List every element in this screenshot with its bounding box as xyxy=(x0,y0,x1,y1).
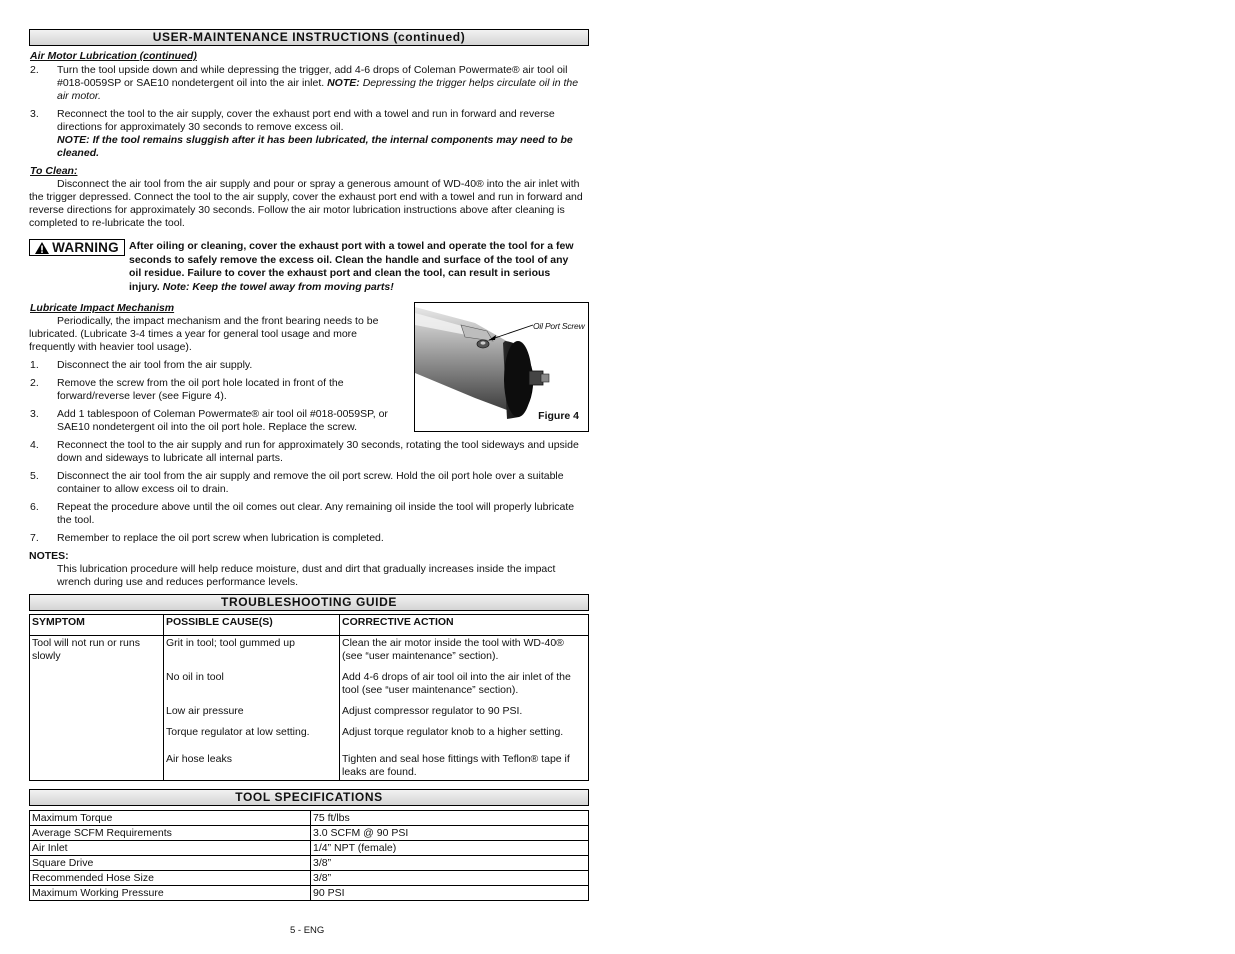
column-header: POSSIBLE CAUSE(S) xyxy=(164,615,340,636)
step-number: 4. xyxy=(30,439,39,452)
spec-label: Square Drive xyxy=(30,856,311,871)
step-text: Disconnect the air tool from the air supply. xyxy=(57,359,253,372)
action-cell: Adjust compressor regulator to 90 PSI. xyxy=(340,704,589,725)
spec-value: 3.0 SCFM @ 90 PSI xyxy=(311,826,589,841)
section-banner: USER-MAINTENANCE INSTRUCTIONS (continued) xyxy=(29,29,589,46)
oil-port-screw-label: Oil Port Screw xyxy=(533,321,585,332)
symptom-cell: Tool will not run or runs slowly xyxy=(30,636,164,781)
table-row xyxy=(30,886,589,901)
impact-step-5 xyxy=(29,470,589,496)
step-number: 2. xyxy=(30,64,39,76)
step-text: Add 1 tablespoon of Coleman Powermate® air tool oil #018-0059SP, or SAE10 nondetergent oil into the oil port hole. Replace the screw. xyxy=(57,408,388,434)
step-number: 3. xyxy=(30,408,39,421)
impact-step-1 xyxy=(29,359,399,372)
troubleshooting-table xyxy=(29,614,589,781)
note-text: Depressing the trigger helps circulate oil in the air motor. xyxy=(57,77,579,102)
to-clean-paragraph: Disconnect the air tool from the air supply and pour or spray a generous amount of WD-40® into the air inlet with the trigger depressed. Connect the tool to the air supply, cover the exhaust port end with a towel and run in forward and reverse directions for approximately 30 seconds. Follow the air motor lubrication instructions above after cleaning is completed to re-lubricate the tool. xyxy=(29,178,583,229)
spec-value: 90 PSI xyxy=(311,886,589,901)
sluggish-note: NOTE: If the tool remains sluggish after it has been lubricated, the internal components may need to be cleaned. xyxy=(57,134,573,159)
spec-value: 1/4” NPT (female) xyxy=(311,841,589,856)
warning-triangle-icon xyxy=(35,242,49,254)
cause-cell: Grit in tool; tool gummed up xyxy=(164,636,340,671)
warning-body: After oiling or cleaning, cover the exhaust port with a towel and operate the tool for a few seconds to safely remove the excess oil. Clean the handle and surface of the tool of any oil residue. Failure to cover the exhaust port and clean the tool, can result in serious injury. xyxy=(129,240,574,293)
step-text: Reconnect the tool to the air supply and run for approximately 30 seconds, rotating the tool sideways and upside down and sideways to lubricate all internal parts. xyxy=(57,439,579,465)
table-header-row xyxy=(30,615,589,636)
notes-heading: NOTES: xyxy=(29,550,69,563)
spec-label: Maximum Torque xyxy=(30,811,311,826)
table-row xyxy=(30,826,589,841)
troubleshooting-banner: TROUBLESHOOTING GUIDE xyxy=(29,594,589,611)
impact-intro: Periodically, the impact mechanism and the front bearing needs to be lubricated. (Lubricate 3-4 times a year for general tool usage and more frequently with heavier tool usage). xyxy=(29,315,379,354)
impact-step-3 xyxy=(29,408,393,434)
warning-note: Note: Keep the towel away from moving parts! xyxy=(162,280,394,293)
specifications-table xyxy=(29,810,589,901)
warning-block xyxy=(29,239,589,294)
step-text: Disconnect the air tool from the air supply and remove the oil port screw. Hold the oil port hole over a suitable container to allow excess oil to drain. xyxy=(57,470,564,496)
impact-section xyxy=(29,302,589,545)
cause-cell: Torque regulator at low setting. xyxy=(164,725,340,752)
step-text: Remember to replace the oil port screw when lubrication is completed. xyxy=(57,532,384,545)
impact-step-4 xyxy=(29,439,589,465)
spec-value: 3/8” xyxy=(311,856,589,871)
cause-cell: Low air pressure xyxy=(164,704,340,725)
cause-cell: Air hose leaks xyxy=(164,752,340,781)
step-number: 6. xyxy=(30,501,39,514)
figure-caption: Figure 4 xyxy=(538,410,579,423)
spec-label: Average SCFM Requirements xyxy=(30,826,311,841)
manual-page xyxy=(29,29,589,901)
spec-value: 3/8” xyxy=(311,871,589,886)
spec-label: Maximum Working Pressure xyxy=(30,886,311,901)
action-cell: Tighten and seal hose fittings with Teflon® tape if leaks are found. xyxy=(340,752,589,781)
figure-4 xyxy=(414,302,589,432)
note-label: NOTE: xyxy=(327,77,360,89)
cause-cell: No oil in tool xyxy=(164,670,340,704)
step-text: Remove the screw from the oil port hole located in front of the forward/reverse lever (see Figure 4). xyxy=(57,377,344,403)
spec-label: Recommended Hose Size xyxy=(30,871,311,886)
spec-value: 75 ft/lbs xyxy=(311,811,589,826)
table-row xyxy=(30,636,589,671)
table-row xyxy=(30,841,589,856)
notes-text: This lubrication procedure will help reduce moisture, dust and dirt that gradually increases inside the impact wrench during use and reduces performance levels. xyxy=(57,563,556,589)
impact-step-7 xyxy=(29,532,589,545)
step-number: 5. xyxy=(30,470,39,483)
action-cell: Add 4-6 drops of air tool oil into the air inlet of the tool (see “user maintenance” section). xyxy=(340,670,589,704)
step-number: 7. xyxy=(30,532,39,545)
step-text: Repeat the procedure above until the oil comes out clear. Any remaining oil inside the tool will properly lubricate the tool. xyxy=(57,501,575,527)
warning-text xyxy=(129,240,577,294)
column-header: SYMPTOM xyxy=(30,615,164,636)
page-number: 5 - ENG xyxy=(290,925,325,936)
step-number: 2. xyxy=(30,377,39,390)
air-motor-heading: Air Motor Lubrication (continued) xyxy=(30,50,197,62)
table-row xyxy=(30,871,589,886)
step-number: 1. xyxy=(30,359,39,372)
warning-label: WARNING xyxy=(52,240,119,255)
air-motor-step-3 xyxy=(29,108,589,160)
to-clean-heading: To Clean: xyxy=(30,165,78,177)
action-cell: Adjust torque regulator knob to a higher setting. xyxy=(340,725,589,752)
step-number: 3. xyxy=(30,108,39,120)
impact-step-6 xyxy=(29,501,589,527)
column-header: CORRECTIVE ACTION xyxy=(340,615,589,636)
spec-label: Air Inlet xyxy=(30,841,311,856)
warning-badge xyxy=(29,239,125,256)
specifications-banner: TOOL SPECIFICATIONS xyxy=(29,789,589,806)
step-text: Turn the tool upside down and while depressing the trigger, add 4-6 drops of Coleman Powermate® air tool oil #018-0059SP or SAE10 nondetergent oil into the air inlet. xyxy=(57,64,568,89)
step-text: Reconnect the tool to the air supply, cover the exhaust port end with a towel and run in forward and reverse directions for approximately 30 seconds to remove excess oil. xyxy=(57,108,555,133)
action-cell: Clean the air motor inside the tool with WD-40® (see “user maintenance” section). xyxy=(340,636,589,671)
air-motor-step-2 xyxy=(29,64,589,103)
impact-step-2 xyxy=(29,377,387,403)
impact-heading: Lubricate Impact Mechanism xyxy=(30,302,175,315)
table-row xyxy=(30,811,589,826)
table-row xyxy=(30,856,589,871)
